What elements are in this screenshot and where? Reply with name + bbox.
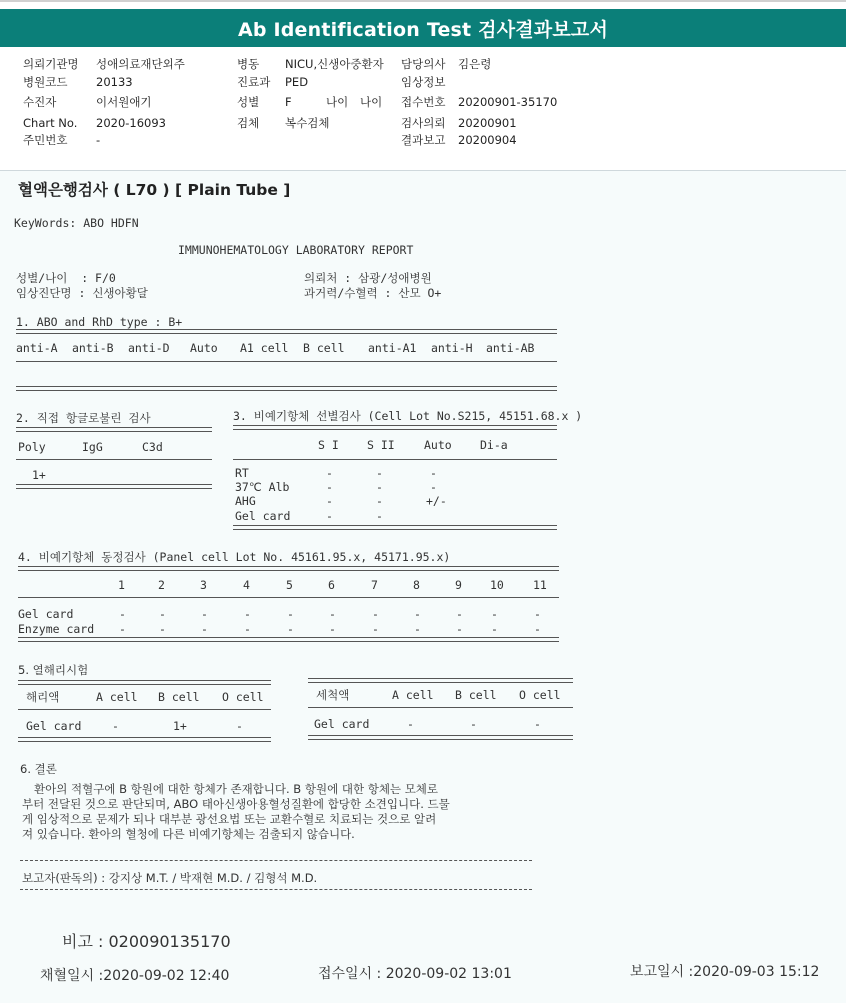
hemo-title: 5. 열해리시험 <box>18 663 89 677</box>
screen-mid-rule <box>233 459 557 460</box>
info-c1-3-label: Chart No. <box>23 116 78 130</box>
panel-col-header: 3 <box>200 578 207 592</box>
screen-cell: - <box>326 509 333 523</box>
dat-col-header: IgG <box>82 440 103 454</box>
panel-cell: - <box>159 607 166 621</box>
panel-row-label: Gel card <box>18 607 74 621</box>
screen-cell: +/- <box>426 494 447 508</box>
screen-row-label: AHG <box>235 494 256 508</box>
hemo-left-header: B cell <box>158 690 200 704</box>
screen-row-label: Gel card <box>235 509 291 523</box>
dat-bottom-rule <box>16 484 212 489</box>
panel-col-header: 7 <box>371 578 378 592</box>
panel-cell: - <box>534 607 541 621</box>
panel-cell: - <box>244 607 251 621</box>
info-c2-0-label: 병동 <box>237 57 260 71</box>
screen-cell: - <box>376 480 383 494</box>
screen-col-header: Auto <box>424 438 452 452</box>
panel-cell: - <box>534 622 541 636</box>
abo-col-header: B cell <box>303 341 345 355</box>
remark: 비고 : 020090135170 <box>62 932 231 951</box>
info-c3-4-label: 결과보고 <box>401 133 446 147</box>
dat-top-rule <box>16 427 212 432</box>
hemo-left-header: O cell <box>222 690 264 704</box>
collected-datetime: 채혈일시 :2020-09-02 12:40 <box>40 968 230 984</box>
section-title: 혈액은행검사 ( L70 ) [ Plain Tube ] <box>18 181 291 199</box>
hemo-left-header: 해리액 <box>26 690 60 704</box>
panel-title: 4. 비예기항체 동정검사 (Panel cell Lot No. 45161.95.x, 45171.95.x) <box>18 550 451 564</box>
patient-diagnosis: 임상진단명 : 신생아황달 <box>16 286 148 300</box>
panel-mid-rule <box>18 597 559 598</box>
report-heading: IMMUNOHEMATOLOGY LABORATORY REPORT <box>178 243 414 257</box>
screen-row-label: 37℃ Alb <box>235 480 290 494</box>
abo-col-header: anti-AB <box>486 341 535 355</box>
info-c2-1-value: PED <box>285 75 309 89</box>
dat-col-header: C3d <box>142 440 163 454</box>
info-age-label: 나이 <box>326 95 349 109</box>
hemo-right-cell: - <box>470 717 477 731</box>
hemo-right-cell: - <box>534 717 541 731</box>
abo-col-header: A1 cell <box>240 341 289 355</box>
screen-title: 3. 비예기항체 선별검사 (Cell Lot No.S215, 45151.68.x ) <box>233 409 583 423</box>
screen-cell: - <box>376 509 383 523</box>
abo-col-header: Auto <box>190 341 218 355</box>
info-c1-3-value: 2020-16093 <box>96 116 166 130</box>
screen-col-header: Di-a <box>480 438 508 452</box>
dat-title: 2. 직접 항글로불린 검사 <box>16 411 151 425</box>
panel-cell: - <box>119 622 126 636</box>
conclusion-line: 게 임상적으로 문제가 되나 대부분 광선요법 또는 교환수혈로 치료되는 것으로 알려 <box>22 812 437 826</box>
info-c1-4-label: 주민번호 <box>23 133 68 147</box>
hemo-right-mid-rule <box>308 707 573 708</box>
hemo-left-bottom-rule <box>18 737 271 742</box>
panel-cell: - <box>244 622 251 636</box>
dat-mid-rule <box>16 459 212 460</box>
panel-cell: - <box>491 622 498 636</box>
hemo-right-bottom-rule <box>308 735 573 740</box>
screen-cell: - <box>430 480 437 494</box>
panel-col-header: 9 <box>455 578 462 592</box>
abo-top-rule <box>16 329 557 334</box>
screen-cell: - <box>376 466 383 480</box>
info-c3-3-label: 검사의뢰 <box>401 116 446 130</box>
panel-cell: - <box>491 607 498 621</box>
panel-col-header: 4 <box>243 578 250 592</box>
panel-cell: - <box>372 607 379 621</box>
info-c3-2-label: 접수번호 <box>401 95 446 109</box>
info-c2-3-value: 복수검체 <box>285 116 330 130</box>
panel-col-header: 8 <box>413 578 420 592</box>
screen-cell: - <box>326 466 333 480</box>
info-c2-0-value: NICU,신생아중환자 <box>285 57 384 71</box>
conclusion-line: 부터 전달된 것으로 판단되며, ABO 태아신생아용혈성질환에 합당한 소견입니다. 드물 <box>22 797 450 811</box>
abo-col-header: anti-D <box>128 341 170 355</box>
conclusion-title: 6. 결론 <box>20 762 57 776</box>
info-c1-2-value: 이서원애기 <box>96 95 152 109</box>
panel-col-header: 11 <box>533 578 547 592</box>
panel-cell: - <box>329 607 336 621</box>
panel-col-header: 5 <box>286 578 293 592</box>
panel-cell: - <box>414 622 421 636</box>
panel-bottom-rule <box>18 637 559 642</box>
info-c2-2-label: 성별 <box>237 95 260 109</box>
hemo-left-cell: 1+ <box>173 719 187 733</box>
panel-cell: - <box>456 607 463 621</box>
info-c1-0-label: 의뢰기관명 <box>23 57 79 71</box>
panel-cell: - <box>201 607 208 621</box>
abo-col-header: anti-A1 <box>368 341 417 355</box>
hemo-left-header: A cell <box>96 690 138 704</box>
panel-cell: - <box>287 622 294 636</box>
dat-col-header: Poly <box>18 440 46 454</box>
hemo-right-header: B cell <box>455 688 497 702</box>
info-c3-1-label: 임상정보 <box>401 75 446 89</box>
conclusion-line: 환아의 적혈구에 B 항원에 대한 항체가 존재합니다. B 항원에 대한 항체는 모체로 <box>34 782 439 796</box>
patient-sex-age: 성별/나이 : F/0 <box>16 271 116 285</box>
keywords: KeyWords: ABO HDFN <box>14 216 139 230</box>
info-age-value: 나이 <box>360 95 383 109</box>
top-border <box>0 0 846 2</box>
screen-row-label: RT <box>235 466 249 480</box>
screen-top-rule <box>233 425 557 430</box>
screen-col-header: S I <box>318 438 339 452</box>
hemo-right-top-rule <box>308 678 573 683</box>
info-c3-0-label: 담당의사 <box>401 57 446 71</box>
info-c1-2-label: 수진자 <box>23 95 57 109</box>
screen-bottom-rule <box>233 525 557 530</box>
abo-col-header: anti-A <box>16 341 58 355</box>
info-c2-3-label: 검체 <box>237 116 260 130</box>
screen-cell: - <box>430 466 437 480</box>
panel-cell: - <box>159 622 166 636</box>
panel-cell: - <box>119 607 126 621</box>
hemo-left-top-rule <box>18 680 271 685</box>
info-c2-1-label: 진료과 <box>237 75 271 89</box>
hemo-left-cell: - <box>236 719 243 733</box>
patient-history: 과거력/수혈력 : 산모 O+ <box>304 286 442 300</box>
info-c3-3-value: 20200901 <box>458 116 517 130</box>
abo-col-header: anti-B <box>72 341 114 355</box>
hemo-right-cell: - <box>407 717 414 731</box>
screen-cell: - <box>326 480 333 494</box>
hemo-right-header: A cell <box>392 688 434 702</box>
screen-cell: - <box>326 494 333 508</box>
hemo-left-mid-rule <box>18 709 271 710</box>
hemo-right-cell: Gel card <box>314 717 370 731</box>
abo-mid-rule <box>16 361 557 362</box>
abo-bottom-rule <box>16 386 557 391</box>
info-c1-4-value: - <box>96 133 101 147</box>
panel-cell: - <box>329 622 336 636</box>
hemo-left-cell: Gel card <box>26 719 82 733</box>
abo-title: 1. ABO and RhD type : B+ <box>16 315 183 329</box>
panel-col-header: 10 <box>490 578 504 592</box>
panel-col-header: 6 <box>328 578 335 592</box>
info-c3-0-value: 김은령 <box>458 57 492 71</box>
panel-row-label: Enzyme card <box>18 622 95 636</box>
report-title: Ab Identification Test 검사결과보고서 <box>0 9 846 47</box>
screen-cell: - <box>376 494 383 508</box>
received-datetime: 접수일시 : 2020-09-02 13:01 <box>318 966 512 982</box>
abo-col-header: anti-H <box>431 341 473 355</box>
info-c3-4-value: 20200904 <box>458 133 517 147</box>
reported-datetime: 보고일시 :2020-09-03 15:12 <box>630 964 820 980</box>
info-c1-1-label: 병원코드 <box>23 75 68 89</box>
screen-col-header: S II <box>367 438 395 452</box>
conclusion-line: 져 있습니다. 환아의 혈청에 다른 비예기항체는 검출되지 않습니다. <box>22 827 355 841</box>
reporter-top-rule <box>20 860 532 861</box>
dat-poly-value: 1+ <box>32 468 46 482</box>
hemo-right-header: O cell <box>519 688 561 702</box>
info-c2-2-value: F <box>285 95 292 109</box>
hemo-left-cell: - <box>112 719 119 733</box>
panel-cell: - <box>287 607 294 621</box>
patient-referrer: 의뢰처 : 삼광/성애병원 <box>304 271 432 285</box>
panel-cell: - <box>372 622 379 636</box>
reporter: 보고자(판독의) : 강지상 M.T. / 박재현 M.D. / 김형석 M.D. <box>22 871 318 885</box>
panel-col-header: 1 <box>118 578 125 592</box>
hemo-right-header: 세척액 <box>316 688 350 702</box>
info-c3-2-value: 20200901-35170 <box>458 95 558 109</box>
reporter-bottom-rule <box>20 889 532 890</box>
panel-cell: - <box>201 622 208 636</box>
info-c1-0-value: 성애의료재단외주 <box>96 57 185 71</box>
panel-cell: - <box>414 607 421 621</box>
panel-top-rule <box>18 566 559 571</box>
info-c1-1-value: 20133 <box>96 75 133 89</box>
panel-col-header: 2 <box>158 578 165 592</box>
panel-cell: - <box>456 622 463 636</box>
